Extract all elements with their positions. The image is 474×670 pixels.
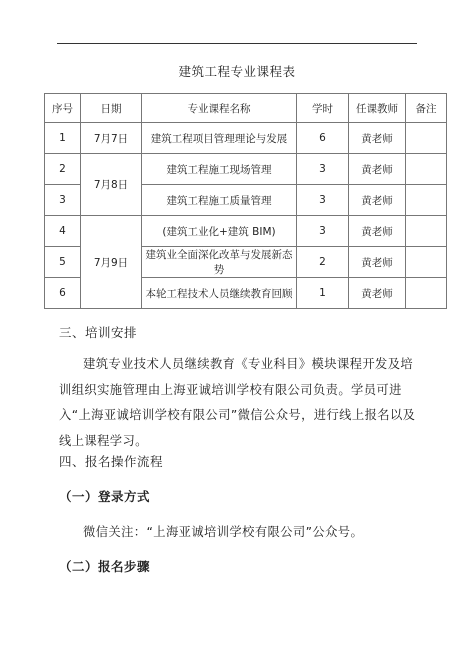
cell-teacher: 黄老师 — [349, 185, 406, 216]
cell-hours: 3 — [297, 185, 349, 216]
table-header-row — [45, 94, 447, 123]
cell-hours: 2 — [297, 247, 349, 278]
login-instruction: 微信关注：“上海亚诚培训学校有限公司”公众号。 — [83, 525, 364, 539]
table-row — [45, 216, 447, 247]
cell-hours: 6 — [297, 123, 349, 154]
cell-hours: 3 — [297, 154, 349, 185]
table-row — [45, 123, 447, 154]
cell-date: 7月8日 — [81, 154, 142, 216]
cell-course: 建筑工程项目管理理论与发展 — [142, 123, 297, 154]
cell-remark — [406, 123, 447, 154]
cell-seq: 1 — [45, 123, 81, 154]
cell-remark — [406, 247, 447, 278]
header-hours: 学时 — [297, 94, 349, 123]
header-seq: 序号 — [45, 94, 81, 123]
cell-date: 7月7日 — [81, 123, 142, 154]
table-row — [45, 154, 447, 185]
course-table — [44, 93, 447, 309]
top-rule — [57, 43, 417, 44]
cell-hours: 1 — [297, 278, 349, 309]
section-heading-training: 三、培训安排 — [59, 325, 138, 340]
cell-hours: 3 — [297, 216, 349, 247]
subheading-login: （一）登录方式 — [59, 489, 151, 504]
header-remark: 备注 — [406, 94, 447, 123]
cell-course: (建筑工业化+建筑 BIM) — [142, 216, 297, 247]
cell-seq: 5 — [45, 247, 81, 278]
cell-teacher: 黄老师 — [349, 216, 406, 247]
header-teacher: 任课教师 — [349, 94, 406, 123]
cell-seq: 4 — [45, 216, 81, 247]
cell-remark — [406, 216, 447, 247]
cell-date: 7月9日 — [81, 216, 142, 309]
cell-course: 建筑业全面深化改革与发展新态势 — [142, 247, 297, 278]
subheading-steps: （二）报名步骤 — [59, 559, 151, 574]
header-course: 专业课程名称 — [142, 94, 297, 123]
cell-teacher: 黄老师 — [349, 123, 406, 154]
cell-seq: 3 — [45, 185, 81, 216]
header-date: 日期 — [81, 94, 142, 123]
cell-seq: 2 — [45, 154, 81, 185]
cell-course: 本轮工程技术人员继续教育回顾 — [142, 278, 297, 309]
cell-seq: 6 — [45, 278, 81, 309]
section-heading-registration: 四、报名操作流程 — [59, 454, 164, 469]
cell-course: 建筑工程施工质量管理 — [142, 185, 297, 216]
cell-course: 建筑工程施工现场管理 — [142, 154, 297, 185]
cell-teacher: 黄老师 — [349, 278, 406, 309]
cell-remark — [406, 154, 447, 185]
cell-teacher: 黄老师 — [349, 154, 406, 185]
training-paragraph: 建筑专业技术人员继续教育《专业科目》模块课程开发及培训组织实施管理由上海亚诚培训学校有限公司负责。学员可进入“上海亚诚培训学校有限公司”微信公众号，进行线上报名以及线上课程学习。 — [59, 357, 416, 448]
cell-teacher: 黄老师 — [349, 247, 406, 278]
table-title: 建筑工程专业课程表 — [178, 64, 296, 79]
cell-remark — [406, 278, 447, 309]
cell-remark — [406, 185, 447, 216]
